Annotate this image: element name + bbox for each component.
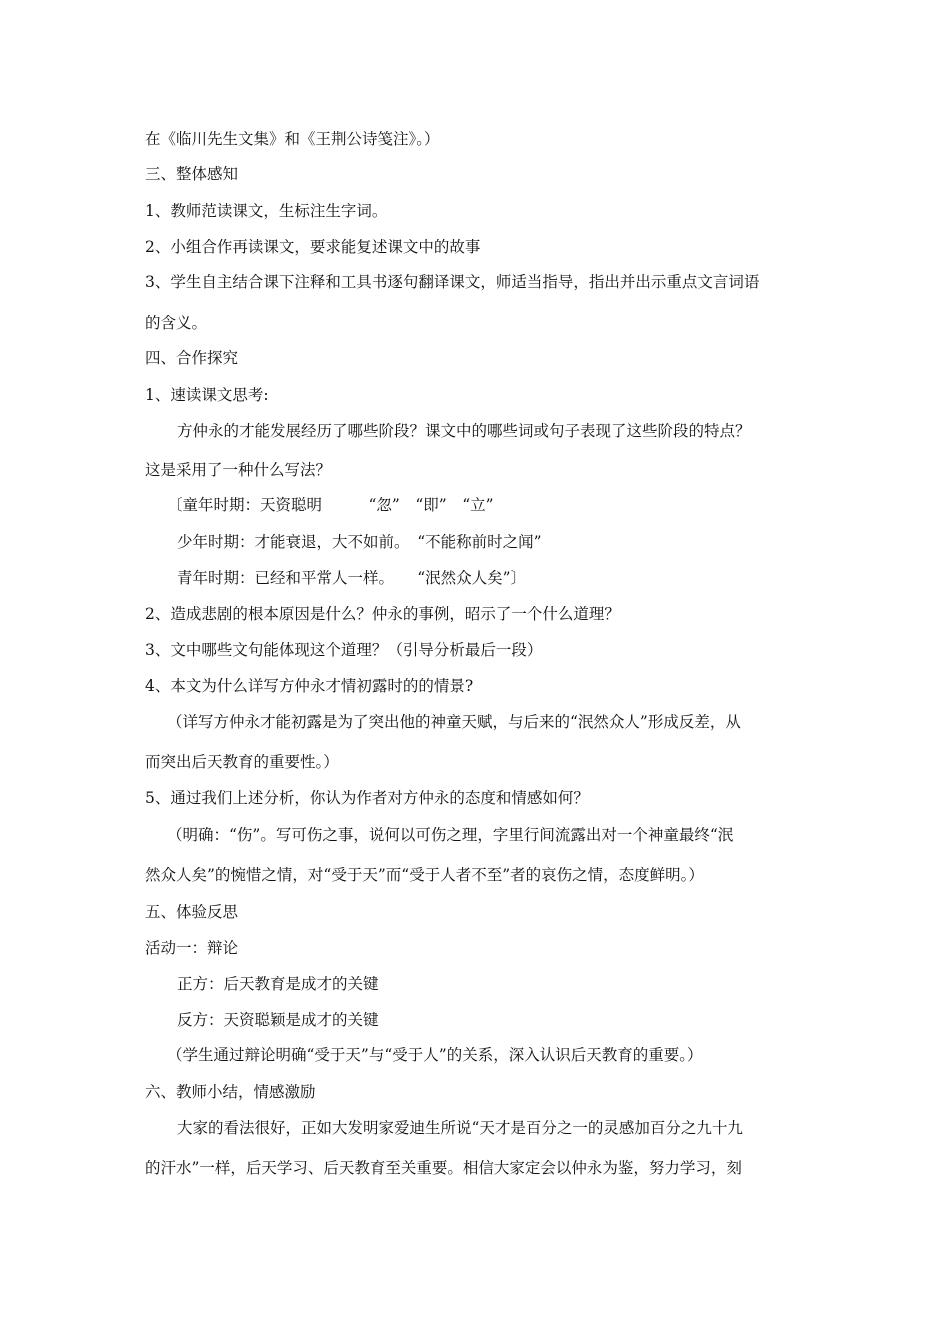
text-line: 少年时期：才能衰退，大不如前。 “不能称前时之闻”: [177, 533, 542, 551]
text-line: 4、本文为什么详写方仲永才情初露时的的情景?: [145, 677, 474, 695]
section-heading: 六、教师小结，情感激励: [145, 1083, 316, 1101]
text-line: 5、通过我们上述分析，你认为作者对方仲永的态度和情感如何？: [145, 789, 589, 807]
text-line: 活动一：辩论: [145, 939, 239, 957]
text-line: 方仲永的才能发展经历了哪些阶段？课文中的哪些词或句子表现了这些阶段的特点？: [177, 422, 751, 440]
text-line: 正方：后天教育是成才的关键: [177, 975, 379, 993]
section-heading: 四、合作探究: [145, 349, 239, 367]
section-heading: 三、整体感知: [145, 165, 239, 183]
section-heading: 五、体验反思: [145, 903, 239, 921]
text-line: 然众人矣”的惋惜之情，对“受于天”而“受于人者不至”者的哀伤之情，态度鲜明。）: [145, 866, 704, 884]
text-line: 反方：天资聪颖是成才的关键: [177, 1011, 379, 1029]
text-line: 的汗水”一样，后天学习、后天教育至关重要。相信大家定会以仲永为鉴，努力学习，刻: [145, 1159, 742, 1177]
text-line: 1、教师范读课文，生标注生字词。: [145, 202, 388, 220]
text-line: 大家的看法很好，正如大发明家爱迪生所说“天才是百分之一的灵感加百分之九十九: [177, 1119, 743, 1137]
text-line: 而突出后天教育的重要性。）: [145, 753, 339, 771]
text-line: 这是采用了一种什么写法？: [145, 461, 332, 479]
text-line: 在《临川先生文集》和《王荆公诗笺注》。）: [145, 130, 440, 148]
text-line: （明确：“伤”。写可伤之事，说何以可伤之理，字里行间流露出对一个神童最终“泯: [167, 826, 734, 844]
text-line: 3、学生自主结合课下注释和工具书逐句翻译课文，师适当指导，指出并出示重点文言词语: [145, 273, 760, 291]
text-line: 2、造成悲剧的根本原因是什么？仲永的事例，昭示了一个什么道理？: [145, 605, 620, 623]
text-line: 青年时期：已经和平常人一样。 “泯然众人矣”〕: [177, 569, 527, 587]
text-line: 的含义。: [145, 314, 208, 332]
text-line: （详写方仲永才能初露是为了突出他的神童天赋，与后来的“泯然众人”形成反差，从: [167, 713, 741, 731]
text-line: 〔童年时期：天资聪明 “忽” “即” “立”: [167, 496, 494, 514]
text-line: （学生通过辩论明确“受于天”与“受于人”的关系，深入认识后天教育的重要。）: [167, 1046, 703, 1064]
text-line: 1、速读课文思考:: [145, 386, 269, 404]
text-line: 2、小组合作再读课文，要求能复述课文中的故事: [145, 238, 481, 256]
text-line: 3、文中哪些文句能体现这个道理？（引导分析最后一段）: [145, 641, 543, 659]
